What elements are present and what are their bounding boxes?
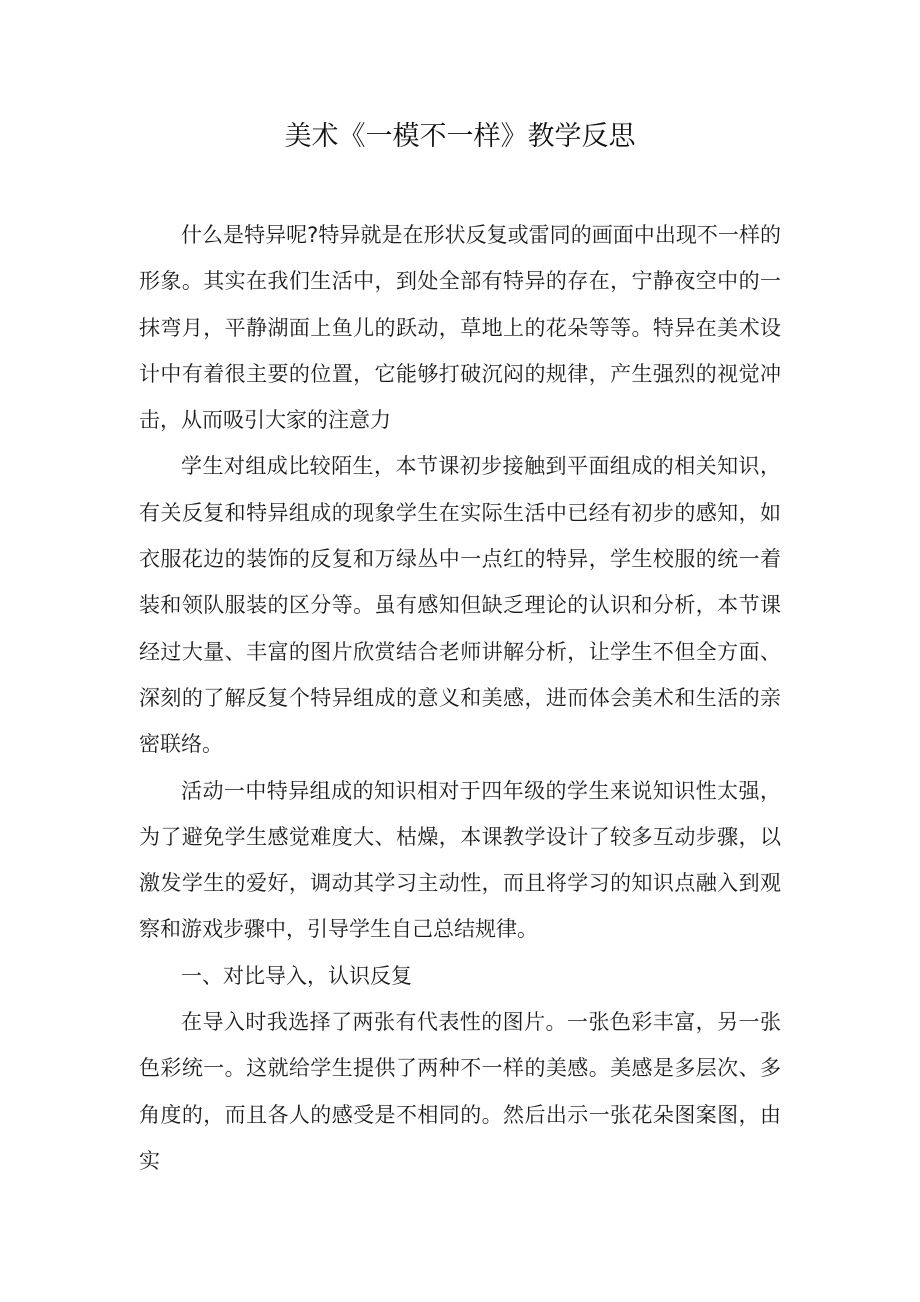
- document-body: [139, 212, 781, 1184]
- paragraph-intro: 什么是特异呢?特异就是在形状反复或雷同的画面中出现不一样的形象。其实在我们生活中，到处全部有特异的存在，宁静夜空中的一抹弯月，平静湖面上鱼儿的跃动，草地上的花朵等等。特异在美术设计中有着很主要的位置，它能够打破沉闷的规律，产生强烈的视觉冲击，从而吸引大家的注意力: [139, 223, 781, 433]
- paragraph-students: 学生对组成比较陌生，本节课初步接触到平面组成的相关知识，有关反复和特异组成的现象学生在实际生活中已经有初步的感知，如衣服花边的装饰的反复和万绿丛中一点红的特异，学生校服的统一着装和领队服装的区分等。虽有感知但缺乏理论的认识和分析，本节课经过大量、丰富的图片欣赏结合老师讲解分析，让学生不但全方面、深刻的了解反复个特异组成的意义和美感，进而体会美术和生活的亲密联络。: [139, 454, 781, 757]
- paragraph-import: 在导入时我选择了两张有代表性的图片。一张色彩丰富，另一张色彩统一。这就给学生提供了两种不一样的美感。美感是多层次、多角度的，而且各人的感受是不相同的。然后出示一张花朵图案图，由实: [139, 1010, 781, 1173]
- paragraph-activity: 活动一中特异组成的知识相对于四年级的学生来说知识性太强，为了避免学生感觉难度大、枯燥，本课教学设计了较多互动步骤，以激发学生的爱好，调动其学习主动性，而且将学习的知识点融入到观察和游戏步骤中，引导学生自己总结规律。: [139, 778, 781, 942]
- section-heading: 一、对比导入，认识反复: [181, 963, 412, 988]
- page-title: 美术《一模不一样》教学反思: [284, 121, 636, 152]
